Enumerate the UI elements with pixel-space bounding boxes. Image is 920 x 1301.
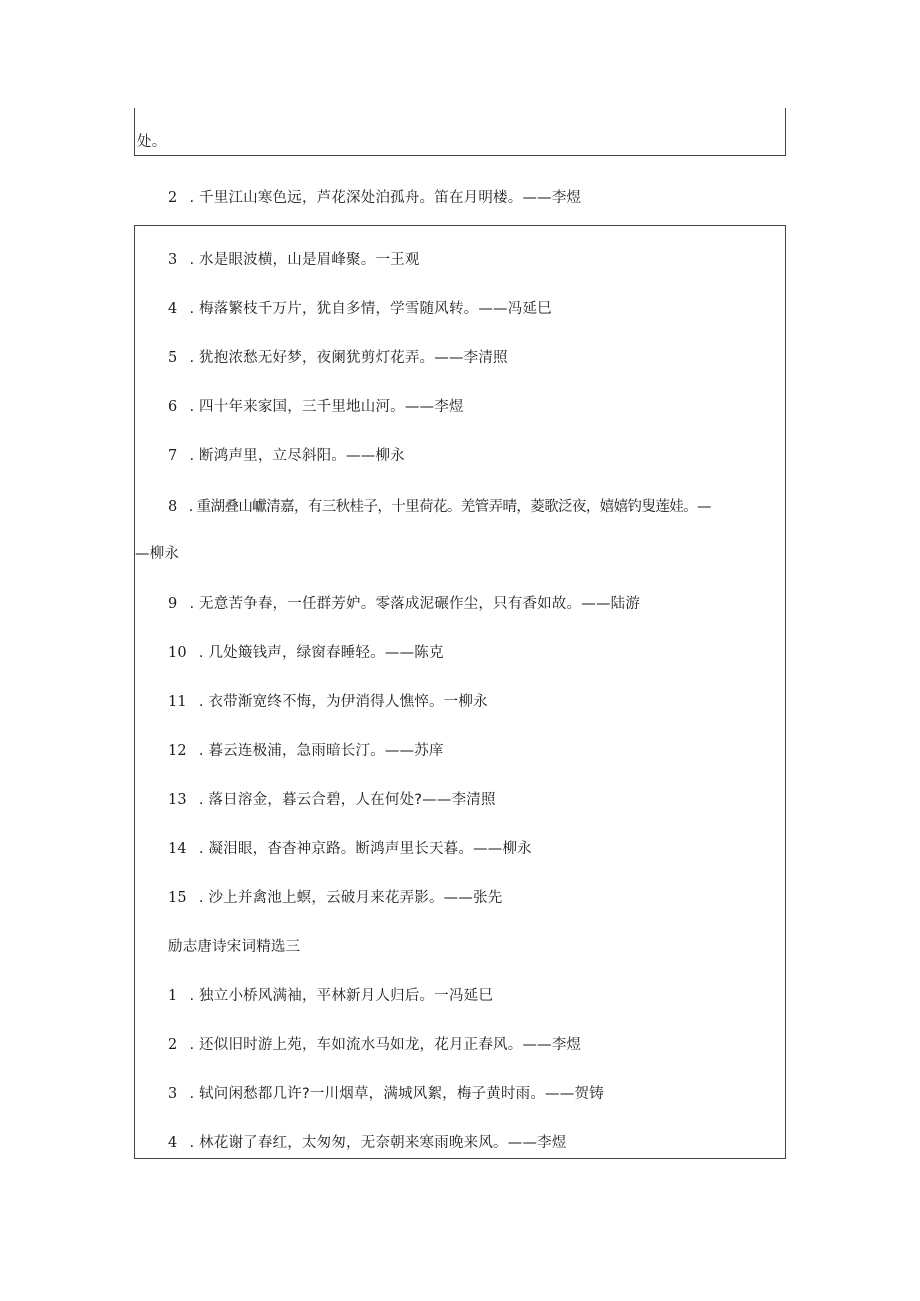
item-text: . 衣带渐宽终不悔，为伊消得人憔悴。一柳永 [198,694,488,710]
list-item [168,790,496,810]
top-fragment: 处。 [137,134,167,150]
item-number: 10 [168,645,187,661]
item-text: . 还似旧时游上苑，车如流水马如龙，花月正春风。——李煜 [189,1037,582,1053]
section-heading: 励志唐诗宋词精选三 [168,939,301,955]
item-text: . 独立小桥风满袖，平林新月人归后。一冯延巳 [189,988,494,1004]
list-item [168,250,420,270]
item-text: . 落日溶金，暮云合碧，人在何处?——李清照 [198,792,496,808]
list-item [168,643,444,663]
item-text: . 水是眼波横，山是眉峰聚。一王观 [189,252,420,268]
item-text: . 无意苦争春，一任群芳妒。零落成泥碾作尘，只有香如故。——陆游 [189,596,641,612]
list-item [168,497,711,517]
list-item [168,1035,581,1055]
list-item [168,397,464,417]
list-item [168,188,581,208]
item-text: . 几处簸钱声，绿窗春睡轻。——陈克 [198,645,444,661]
list-item [168,986,493,1006]
item-number: 2 [168,1037,178,1053]
item-number: 4 [168,301,178,317]
list-item [168,446,405,466]
item-text: . 凝泪眼，杳杳神京路。断鸿声里长天暮。——柳永 [198,841,532,857]
item-number: 3 [168,1086,178,1102]
item-number: 2 [168,190,178,206]
item-text: . 断鸿声里，立尽斜阳。——柳永 [189,448,405,464]
item-number: 3 [168,252,178,268]
list-item [168,1084,604,1104]
item-text: . 林花谢了春红，太匆匆，无奈朝来寒雨晚来风。——李煜 [189,1135,567,1151]
item-number: 11 [168,694,187,710]
item-number: 9 [168,596,178,612]
item-number: 14 [168,841,187,857]
list-item [168,348,508,368]
item-text: . 千里江山寒色远，芦花深处泊孤舟。笛在月明楼。——李煜 [189,190,582,206]
item-text: . 沙上并禽池上螟，云破月来花弄影。——张先 [198,890,503,906]
list-item [168,839,532,859]
item-number: 15 [168,890,187,906]
item-number: 13 [168,792,187,808]
item-text: . 四十年来家国，三千里地山河。——李煜 [189,399,464,415]
item-text: . 暮云连极浦，急雨暗长汀。——苏庠 [198,743,444,759]
item-text: . 犹抱浓愁无好梦，夜阑犹剪灯花弄。——李清照 [189,350,508,366]
item-number: 4 [168,1135,178,1151]
item-text: . 梅落繁枝千万片，犹自多情，学雪随风转。——冯延巳 [189,301,552,317]
item-text: . 轼问闲愁都几许?一川烟草，满城风絮，梅子黄时雨。——贺铸 [189,1086,604,1102]
item-number: 8 [168,499,177,515]
list-item [168,888,502,908]
list-item [168,1133,567,1153]
list-item [168,692,488,712]
list-item [168,594,640,614]
list-item [168,741,444,761]
item-text: . 重湖叠山巘清嘉，有三秋桂子，十里荷花。羌管弄晴，菱歌泛夜，嬉嬉钓叟莲娃。— [188,499,711,515]
item-number: 1 [168,988,178,1004]
list-item [168,299,552,319]
wrapped-text: —柳永 [135,546,180,562]
item-number: 5 [168,350,178,366]
item-number: 6 [168,399,178,415]
item-number: 7 [168,448,178,464]
item-number: 12 [168,743,187,759]
top-table-cell [134,108,786,156]
